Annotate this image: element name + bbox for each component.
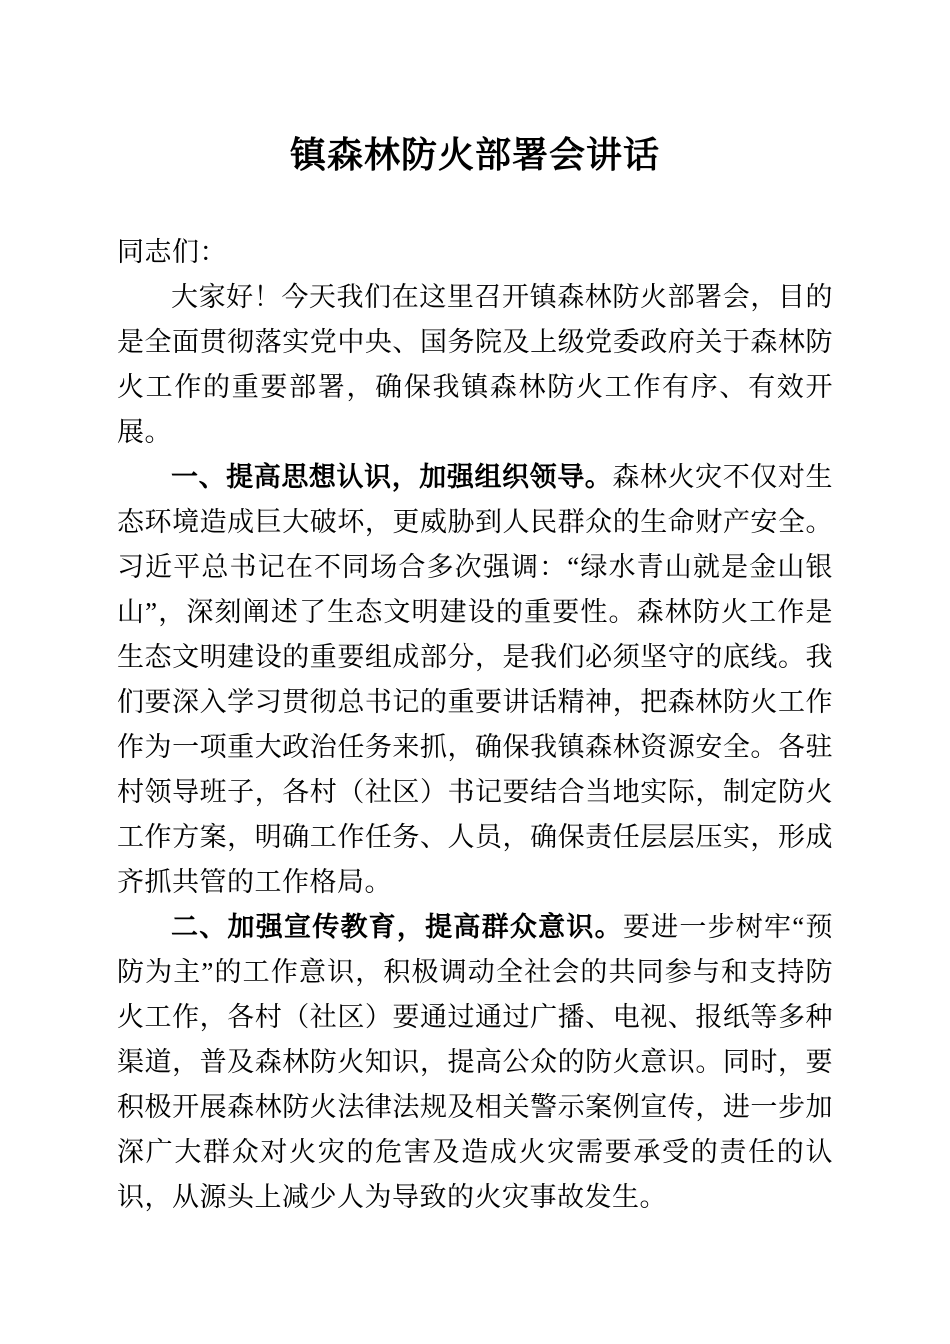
section-1-heading: 一、提高思想认识，加强组织领导。 [171,462,613,492]
paragraph-text: 大家好！今天我们在这里召开镇森林防火部署会，目的是全面贯彻落实党中央、国务院及上级党委政府关于森林防火工作的重要部署，确保我镇森林防火工作有序、有效开展。 [117,282,833,447]
salutation: 同志们： [117,237,227,267]
paragraph-section-1 [117,455,833,905]
section-2-heading: 二、加强宣传教育，提高群众意识。 [171,912,623,942]
document-title: 镇森林防火部署会讲话 [289,135,660,175]
paragraph-intro [117,275,833,455]
paragraph-text: 森林火灾不仅对生态环境造成巨大破坏，更威胁到人民群众的生命财产安全。习近平总书记在不同场合多次强调：“绿水青山就是金山银山”，深刻阐述了生态文明建设的重要性。森林防火工作是生态文明建设的重要组成部分，是我们必须坚守的底线。我们要深入学习贯彻总书记的重要讲话精神，把森林防火工作作为一项重大政治任务来抓，确保我镇森林资源安全。各驻村领导班子，各村（社区）书记要结合当地实际，制定防火工作方案，明确工作任务、人员，确保责任层层压实，形成齐抓共管的工作格局。 [117,462,833,897]
paragraph-text: 要进一步树牢“预防为主”的工作意识，积极调动全社会的共同参与和支持防火工作，各村（社区）要通过通过广播、电视、报纸等多种渠道，普及森林防火知识，提高公众的防火意识。同时，要积极开展森林防火法律法规及相关警示案例宣传，进一步加深广大群众对火灾的危害及造成火灾需要承受的责任的认识，从源头上减少人为导致的火灾事故发生。 [117,912,834,1212]
paragraph-section-2 [117,905,833,1220]
